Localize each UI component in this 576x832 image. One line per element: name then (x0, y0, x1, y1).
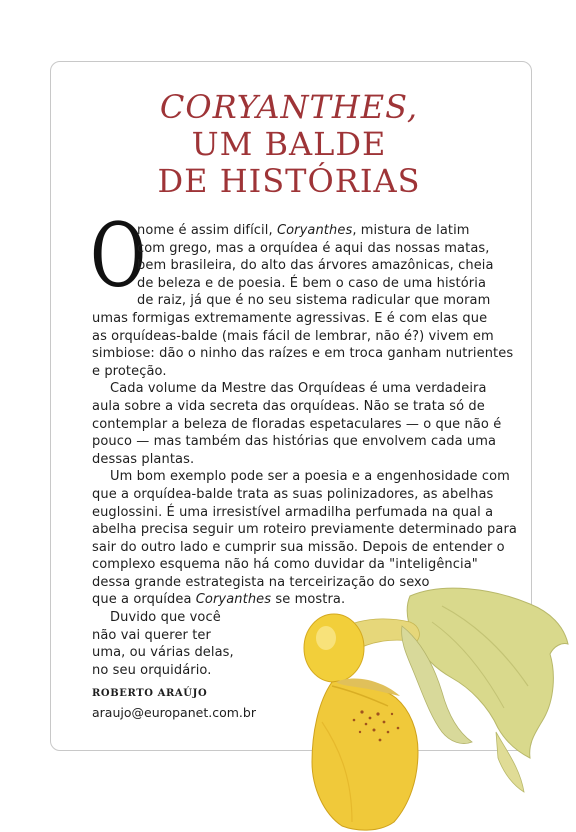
title-line-3: DE HISTÓRIAS (157, 162, 421, 200)
body-line: que a orquídea Coryanthes se mostra. (92, 592, 346, 608)
body-line: umas formigas extremamente agressivas. E é com elas que (92, 310, 488, 326)
body-line: nome é assim difícil, Coryanthes, mistura de latim (137, 223, 470, 238)
body-line: que a orquídea-balde trata as suas polinizadores, as abelhas (92, 486, 494, 502)
author-email[interactable]: araujo@europanet.com.br (92, 705, 256, 720)
title-line-2: UM BALDE (191, 125, 387, 163)
body-line: uma, ou várias delas, (92, 645, 234, 661)
drop-cap: O (90, 204, 147, 307)
body-line: Duvido que você (110, 610, 221, 626)
body-line: de beleza e de poesia. É bem o caso de uma história (137, 275, 487, 291)
body-line: dessas plantas. (92, 451, 195, 467)
orchid-flower-image (292, 582, 576, 832)
title-line-1: CORYANTHES, (159, 88, 419, 126)
body-line: simbiose: dão o ninho das raízes e em troca ganham nutrientes (92, 346, 514, 362)
body-line: Um bom exemplo pode ser a poesia e a engenhosidade com (110, 469, 510, 485)
body-line: sair do outro lado e cumprir sua missão. Depois de entender o (92, 539, 505, 555)
body-line: pouco — mas também das histórias que envolvem cada uma (92, 434, 497, 450)
author-name: ROBERTO ARAÚJO (92, 688, 208, 699)
body-line: no seu orquidário. (92, 662, 212, 678)
body-line: não vai querer ter (92, 627, 211, 643)
body-line: e proteção. (92, 363, 167, 379)
body-line: dessa grande estrategista na terceirização do sexo (92, 574, 430, 590)
orchid-petals (304, 588, 568, 830)
body-line: bem brasileira, do alto das árvores amazônicas, cheia (137, 258, 494, 274)
body-line: complexo esquema não há como duvidar da "inteligência" (92, 557, 478, 573)
article-title (60, 89, 518, 200)
body-line: euglossini. É uma irresistível armadilha perfumada na qual a (92, 504, 494, 520)
body-line: de raiz, já que é no seu sistema radicular que moram (137, 293, 491, 309)
body-line: as orquídeas-balde (mais fácil de lembrar, não é?) vivem em (92, 328, 494, 344)
body-line: aula sobre a vida secreta das orquídeas. Não se trata só de (92, 398, 485, 414)
body-line: com grego, mas a orquídea é aqui das nossas matas, (137, 240, 490, 256)
body-line: contemplar a beleza de floradas espetaculares — o que não é (92, 416, 502, 432)
body-line: abelha precisa seguir um roteiro previamente determinado para (92, 522, 517, 538)
body-line: Cada volume da Mestre das Orquídeas é uma verdadeira (110, 381, 487, 397)
